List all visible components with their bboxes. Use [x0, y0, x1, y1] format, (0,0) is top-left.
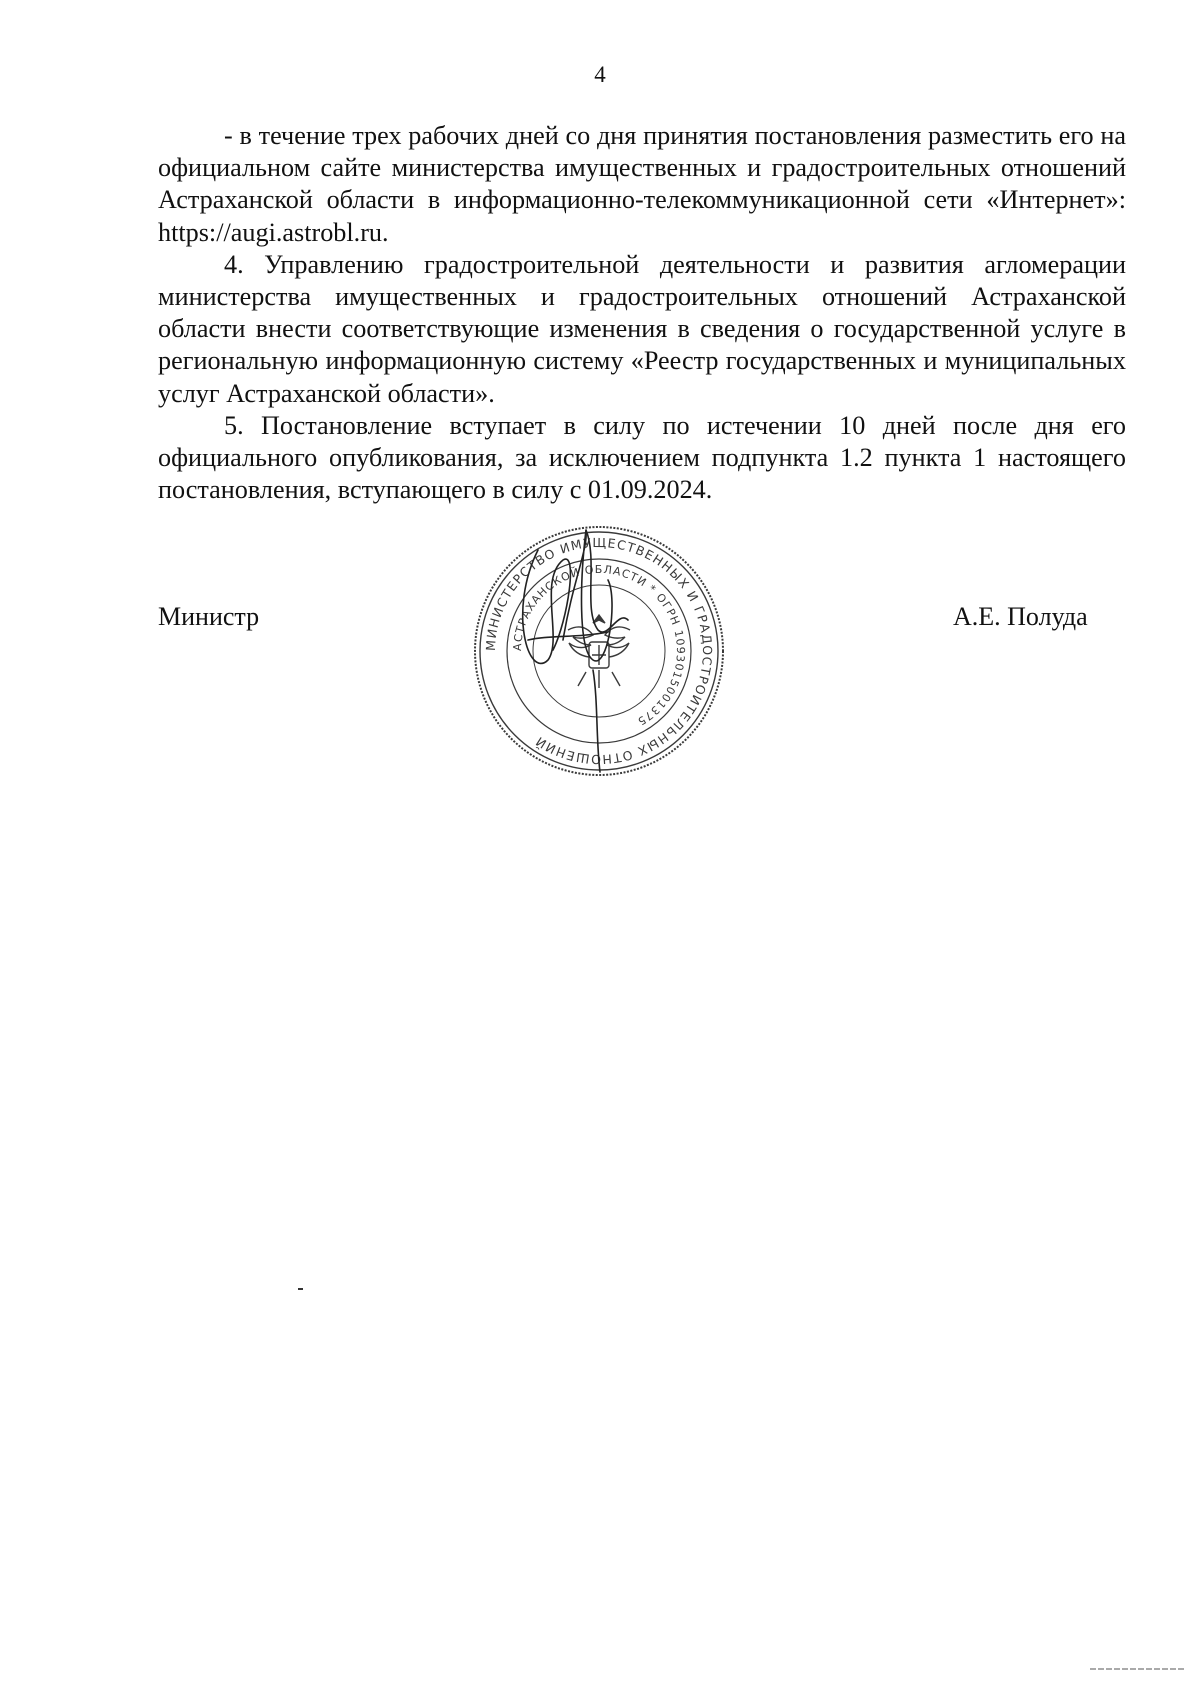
page-number: 4 — [594, 62, 606, 87]
paragraph-publication: - в течение трех рабочих дней со дня принятия постановления разместить его на официальном сайте министерства имущественных и градостроительных отношений Астраханской области в информационно-телекоммуникационной сети «Интернет»: https://augi.astrobl.ru. — [158, 121, 1126, 247]
signer-position: Министр — [158, 602, 260, 631]
official-seal — [468, 520, 730, 782]
signature-block — [0, 520, 1200, 790]
scan-line — [1090, 1668, 1184, 1671]
svg-text:АСТРАХАНСКОЙ ОБЛАСТИ * ОГРН 10: АСТРАХАНСКОЙ ОБЛАСТИ * ОГРН 1093015001375 — [510, 562, 688, 729]
paragraph-4: 4. Управлению градостроительной деятельности и развития агломерации министерства имущественных и градостроительных отношений Астраханской области внести соответствующие изменения в сведения о государственной услуге в региональную информационную систему «Реестр государственных и муниципальных услуг Астраханской области». — [158, 249, 1126, 408]
scan-speck — [298, 1288, 304, 1292]
paragraph-5: 5. Постановление вступает в силу по истечении 10 дней после дня его официального опубликования, за исключением подпункта 1.2 пункта 1 настоящего постановления, вступающего в силу с 01.09.2024. — [158, 410, 1126, 505]
seal-stamp-icon — [468, 520, 730, 782]
document-body — [158, 120, 1126, 506]
signer-name: А.Е. Полуда — [953, 602, 1088, 631]
svg-text:МИНИСТЕРСТВО ИМУЩЕСТВЕННЫХ И Г: МИНИСТЕРСТВО ИМУЩЕСТВЕННЫХ И ГРАДОСТРОИТЕЛЬНЫХ ОТНОШЕНИЙ — [482, 534, 716, 768]
